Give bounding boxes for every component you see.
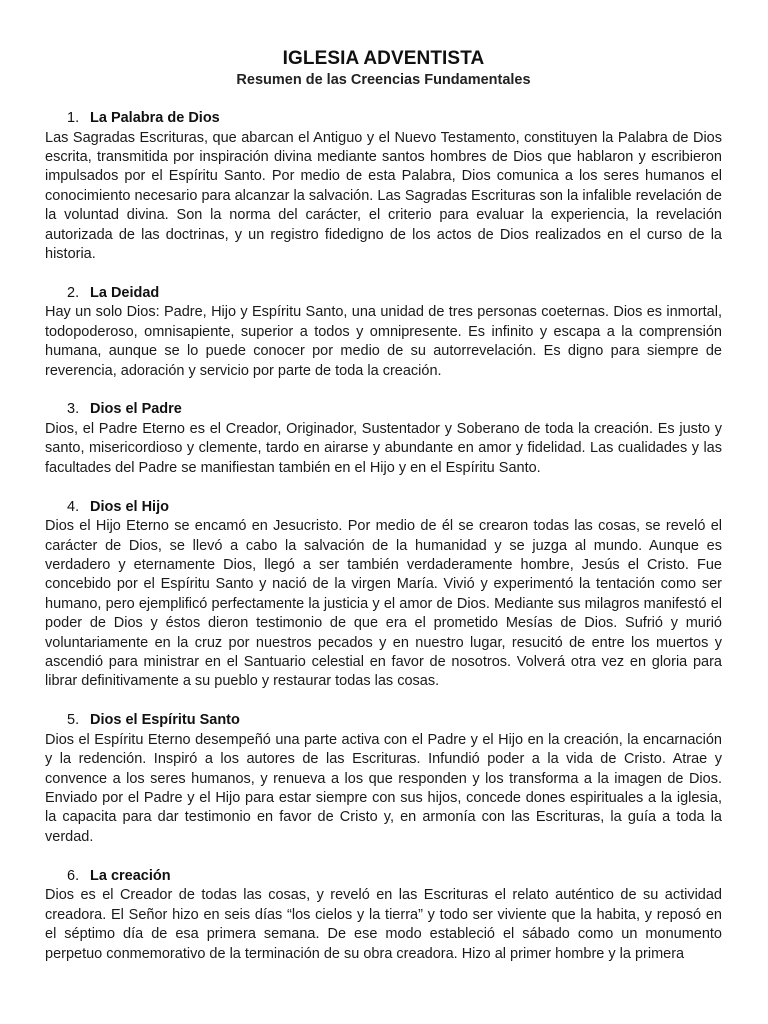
section-number: 3.	[67, 401, 80, 418]
section-title: La creación	[90, 867, 171, 884]
section-heading	[45, 867, 722, 887]
section-dios-el-hijo	[45, 498, 722, 692]
section-la-creacion	[45, 867, 722, 964]
section-heading	[45, 109, 722, 129]
section-body: Dios, el Padre Eterno es el Creador, Originador, Sustentador y Soberano de toda la creación. Es justo y santo, misericordioso y clemente, tardo en airarse y abundante en amor y fidelidad. Las cualidades y las facultades del Padre se manifiestan también en el Hijo y en el Espíritu Santo.	[45, 420, 722, 476]
section-title: Dios el Espíritu Santo	[90, 712, 240, 729]
section-title: La Palabra de Dios	[90, 110, 220, 126]
section-body: Las Sagradas Escrituras, que abarcan el Antiguo y el Nuevo Testamento, constituyen la Palabra de Dios escrita, transmitida por inspiración divina mediante santos hombres de Dios que hablaron y escribieron impulsados por el Espíritu Santo. Por medio de esta Palabra, Dios comunica a los seres humanos el conocimiento necesario para alcanzar la salvación. Las Sagradas Escrituras son la infalible revelación de la voluntad divina. Son la norma del carácter, el criterio para evaluar la experiencia, la revelación autorizada de las doctrinas, y un registro fidedigno de los actos de Dios realizados en el curso de la historia.	[45, 129, 722, 262]
section-palabra-de-dios	[45, 109, 722, 264]
section-heading	[45, 400, 722, 420]
document-subtitle: Resumen de las Creencias Fundamentales	[236, 72, 531, 88]
document-title: IGLESIA ADVENTISTA	[282, 48, 485, 69]
section-number: 1.	[67, 110, 80, 126]
section-la-deidad	[45, 284, 722, 381]
section-number: 5.	[67, 712, 80, 729]
section-heading	[45, 284, 722, 304]
section-title: Dios el Padre	[90, 401, 182, 418]
document-page	[45, 48, 722, 964]
section-body: Dios es el Creador de todas las cosas, y reveló en las Escrituras el relato auténtico de su actividad creadora. El Señor hizo en seis días “los cielos y la tierra” y todo ser viviente que la habita, y reposó en el séptimo día de esa primera semana. De ese modo estableció el sábado como un monumento perpetuo conmemorativo de la terminación de su obra creadora. Hizo al primer hombre y la primera	[45, 887, 722, 962]
section-number: 2.	[67, 284, 80, 301]
section-body: Hay un solo Dios: Padre, Hijo y Espíritu Santo, una unidad de tres personas coeternas. Dios es inmortal, todopoderoso, omnisapiente, superior a todos y omnipresente. Es infinito y escapa a la comprensión humana, aunque se lo puede conocer por medio de su autorrevelación. Es digno para siempre de reverencia, adoración y servicio por parte de toda la creación.	[45, 304, 722, 379]
section-number: 6.	[67, 867, 80, 884]
section-body: Dios el Espíritu Eterno desempeñó una parte activa con el Padre y el Hijo en la creación, la encarnación y la redención. Inspiró a los autores de las Escrituras. Infundió poder a la vida de Cristo. Atrae y convence a los seres humanos, y renueva a los que responden y los transforma a la imagen de Dios. Enviado por el Padre y el Hijo para estar siempre con sus hijos, concede dones espirituales a la iglesia, la capacita para dar testimonio en favor de Cristo y, en armonía con las Escrituras, la guía a toda la verdad.	[45, 731, 722, 845]
section-body: Dios el Hijo Eterno se encamó en Jesucristo. Por medio de él se crearon todas las cosas, se reveló el carácter de Dios, se llevó a cabo la salvación de la humanidad y se juzga al mundo. Aunque es verdadero y eternamente Dios, llegó a ser también verdaderamente hombre, Jesús el Cristo. Fue concebido por el Espíritu Santo y nació de la virgen María. Vivió y experimentó la tentación como ser humano, pero ejemplificó perfectamente la justicia y el amor de Dios. Mediante sus milagros manifestó el poder de Dios y éstos dieron testimonio de que era el prometido Mesías de Dios. Sufrió y murió voluntariamente en la cruz por nuestros pecados y en nuestro lugar, resucitó de entre los muertos y ascendió para ministrar en el Santuario celestial en favor de nosotros. Volverá otra vez en gloria para librar definitivamente a su pueblo y restaurar todas las cosas.	[45, 518, 722, 690]
section-heading	[45, 711, 722, 731]
section-dios-el-padre	[45, 400, 722, 478]
section-title: Dios el Hijo	[90, 498, 169, 515]
section-number: 4.	[67, 498, 80, 515]
section-title: La Deidad	[90, 284, 160, 301]
section-dios-el-espiritu-santo	[45, 711, 722, 847]
section-heading	[45, 498, 722, 518]
